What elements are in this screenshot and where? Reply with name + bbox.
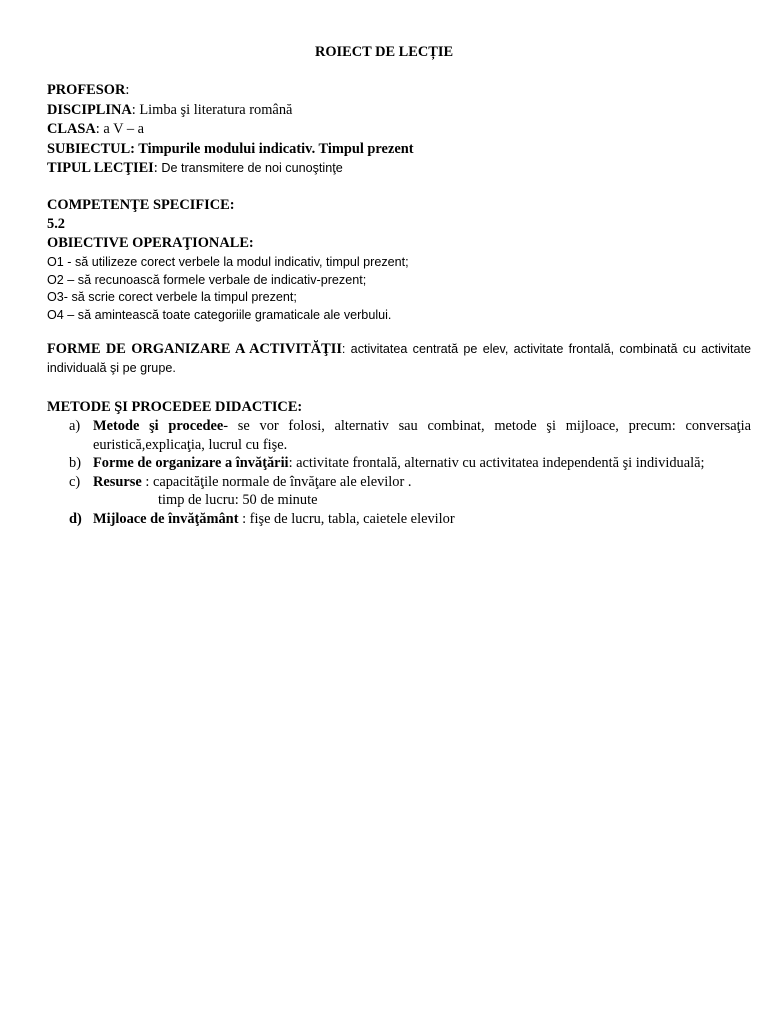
metode-item-text: : activitate frontală, alternativ cu activitatea independentă şi individuală; bbox=[288, 455, 705, 471]
metode-item-b bbox=[47, 454, 751, 473]
disciplina-value: : Limba şi literatura română bbox=[131, 101, 293, 118]
tipul-value: De transmitere de noi cunoştinţe bbox=[161, 161, 343, 175]
metode-item-a bbox=[47, 417, 751, 454]
metode-item-d bbox=[47, 510, 751, 529]
obiectiv-item: O3- să scrie corect verbele la timpul prezent; bbox=[47, 290, 297, 304]
disciplina-line bbox=[47, 101, 747, 121]
metode-section bbox=[47, 398, 751, 528]
metode-heading: METODE ŞI PROCEDEE DIDACTICE: bbox=[47, 399, 303, 415]
tipul-label: TIPUL LECŢIEI bbox=[47, 160, 154, 176]
document-title: ROIECT DE LECȚIE bbox=[314, 44, 454, 60]
metode-item-label: Mijloace de învăţământ bbox=[93, 510, 239, 527]
clasa-line bbox=[47, 120, 747, 140]
profesor-line bbox=[47, 81, 747, 101]
competente-code: 5.2 bbox=[47, 216, 65, 232]
list-marker: b) bbox=[69, 455, 81, 471]
obiectiv-item: O2 – să recunoască formele verbale de indicativ-prezent; bbox=[47, 272, 367, 287]
metode-item-label: Metode şi procedee bbox=[93, 418, 224, 434]
tipul-line bbox=[47, 159, 747, 179]
competente-heading: COMPETENŢE SPECIFICE: bbox=[47, 197, 235, 213]
metode-item-c bbox=[47, 473, 751, 492]
obiectiv-item: O1 - să utilizeze corect verbele la modul indicativ, timpul prezent; bbox=[47, 255, 409, 269]
list-marker: a) bbox=[69, 418, 81, 434]
metode-item-label: Resurse bbox=[93, 473, 142, 490]
subiect-label: SUBIECTUL: bbox=[47, 140, 135, 157]
resurse-extra: timp de lucru: 50 de minute bbox=[158, 492, 318, 508]
list-marker: d) bbox=[69, 510, 82, 527]
subiect-value: Timpurile modului indicativ. Timpul prezent bbox=[134, 140, 414, 157]
disciplina-label: DISCIPLINA bbox=[47, 101, 132, 118]
obiective-heading: OBIECTIVE OPERAŢIONALE: bbox=[47, 235, 254, 251]
metode-item-text: : capacităţile normale de învăţare ale elevilor . bbox=[141, 473, 412, 490]
clasa-label: CLASA bbox=[47, 121, 96, 137]
metode-item-text: : fişe de lucru, tabla, caietele elevilor bbox=[238, 510, 455, 527]
metode-item-text: - se vor folosi, alternativ sau combinat, metode şi mijloace, precum: conversaţia euristică,explicaţia, lucrul cu fişe. bbox=[93, 418, 751, 453]
clasa-value: : a V – a bbox=[95, 121, 145, 137]
metode-item-label: Forme de organizare a învăţării bbox=[93, 455, 289, 471]
forme-heading: FORME DE ORGANIZARE A ACTIVITĂŢII bbox=[47, 341, 342, 357]
competente-section bbox=[47, 196, 751, 323]
profesor-separator: : bbox=[125, 82, 130, 98]
forme-section bbox=[47, 340, 751, 378]
tipul-separator: : bbox=[153, 160, 162, 176]
lesson-header bbox=[47, 81, 747, 179]
profesor-label: PROFESOR bbox=[47, 82, 126, 98]
forme-text: : activitatea centrată pe elev, activitate frontală, combinată cu activitate individuală şi pe grupe. bbox=[47, 342, 751, 375]
subiect-line bbox=[47, 140, 747, 160]
obiectiv-item: O4 – să amintească toate categoriile gramaticale ale verbului. bbox=[47, 307, 392, 322]
list-marker: c) bbox=[69, 473, 81, 490]
